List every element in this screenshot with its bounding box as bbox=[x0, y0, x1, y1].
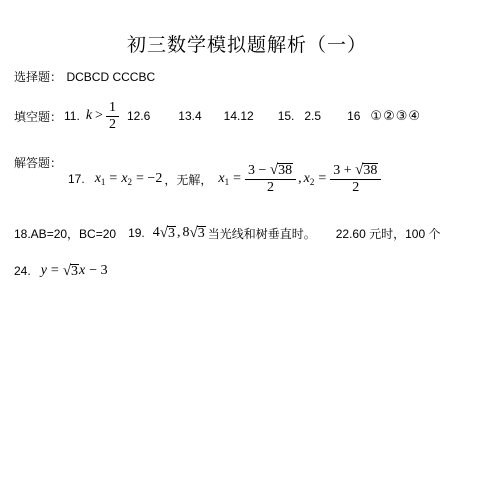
q17-root2-eq: = bbox=[318, 171, 327, 186]
q17-root1-numerator: 3 − √ 38 bbox=[245, 163, 296, 180]
page-title: 初三数学模拟题解析（一） bbox=[126, 34, 367, 56]
q17-root2-fraction bbox=[330, 163, 381, 196]
choice-answers: DCBCD CCCBC bbox=[66, 70, 156, 84]
q11-denominator: 2 bbox=[108, 116, 116, 132]
q11-fraction bbox=[106, 100, 119, 133]
choice-label: 选择题： bbox=[14, 70, 63, 84]
q15-number: 15. bbox=[277, 109, 295, 123]
q17-no-solution: ，无解， bbox=[164, 172, 213, 187]
q17-root1-denominator: 2 bbox=[267, 179, 275, 195]
q17-value: = −2 bbox=[136, 171, 163, 186]
q17-x1: $x_1$ bbox=[94, 171, 106, 187]
sqrt-icon: √ 38 bbox=[355, 161, 378, 178]
q17-root2-denominator: 2 bbox=[352, 179, 360, 195]
q17-root2-var: $x_2$ bbox=[303, 171, 315, 187]
q12-answer: 12.6 bbox=[126, 109, 151, 123]
row-18-22 bbox=[14, 222, 440, 244]
q24-y: y bbox=[40, 263, 47, 278]
q19-c1: 4 bbox=[152, 225, 160, 240]
q17-root2-numerator: 3 + √ 38 bbox=[330, 163, 381, 180]
q17-root1-fraction bbox=[245, 163, 296, 196]
q17-root1-eq: = bbox=[233, 171, 241, 186]
q13-answer: 13.4 bbox=[178, 109, 202, 123]
q11-number: 11. bbox=[64, 109, 80, 123]
q11-numerator: 1 bbox=[106, 100, 119, 117]
q19-text: 当光线和树垂直时。 bbox=[207, 226, 316, 241]
sqrt-icon: √ 3 bbox=[62, 262, 79, 279]
q24-x: x bbox=[79, 263, 86, 278]
q17-separator: , bbox=[298, 171, 302, 186]
q17-number: 17. bbox=[68, 172, 85, 186]
q24-eq: = bbox=[50, 263, 59, 278]
q22-answer: 22.60 元时，100 个 bbox=[335, 226, 441, 241]
fill-label: 填空题： bbox=[14, 109, 63, 124]
sqrt-icon: √ 3 bbox=[159, 224, 175, 241]
q11-op: > bbox=[95, 108, 103, 123]
q17-eq: = bbox=[109, 171, 118, 186]
q24-tail: − 3 bbox=[89, 263, 108, 278]
q19-separator: , bbox=[177, 225, 181, 240]
q24-number: 24. bbox=[14, 264, 31, 278]
row-24 bbox=[14, 260, 108, 282]
fill-section bbox=[14, 96, 421, 136]
q17-row bbox=[68, 158, 381, 200]
q11-var: k bbox=[85, 108, 93, 123]
q19-c2: 8 bbox=[182, 225, 190, 240]
q16-number: 16 bbox=[347, 109, 361, 123]
q14-answer: 14.12 bbox=[223, 109, 254, 123]
sqrt-icon: √ 38 bbox=[269, 161, 293, 178]
sqrt-icon: √ 3 bbox=[189, 224, 205, 241]
solve-label: 解答题： bbox=[14, 156, 63, 170]
q17-root1-var: $x_1$ bbox=[218, 171, 230, 187]
q18-answer: 18.AB=20，BC=20 bbox=[14, 226, 117, 241]
q19-number: 19. bbox=[128, 226, 145, 240]
q15-answer: 2.5 bbox=[304, 109, 322, 123]
choice-section bbox=[14, 68, 155, 86]
q17-x2: $x_2$ bbox=[121, 171, 133, 187]
q16-answer: ①②③④ bbox=[370, 108, 422, 123]
